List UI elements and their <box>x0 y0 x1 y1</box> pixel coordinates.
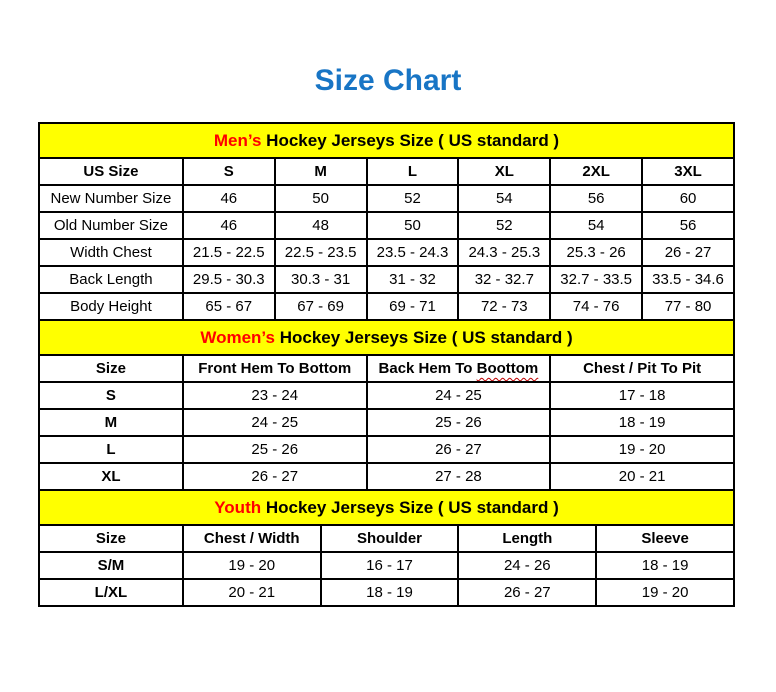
table-cell: 33.5 - 34.6 <box>642 266 734 293</box>
table-cell: 18 - 19 <box>321 579 459 606</box>
youth-banner-highlight: Youth <box>214 498 262 517</box>
column-header: 2XL <box>550 158 642 185</box>
womens-size-section <box>38 319 735 491</box>
table-cell: 32 - 32.7 <box>458 266 550 293</box>
womens-banner-highlight: Women’s <box>200 328 275 347</box>
table-cell: 17 - 18 <box>550 382 734 409</box>
table-row <box>39 212 734 239</box>
column-header: Chest / Pit To Pit <box>550 355 734 382</box>
mens-banner-title: Hockey Jerseys Size ( US standard ) <box>266 131 560 150</box>
youth-banner <box>38 489 735 526</box>
table-cell: 31 - 32 <box>367 266 459 293</box>
table-cell: 20 - 21 <box>183 579 321 606</box>
row-label: Back Length <box>39 266 183 293</box>
table-cell: 21.5 - 22.5 <box>183 239 275 266</box>
table-cell: 22.5 - 23.5 <box>275 239 367 266</box>
table-cell: 24 - 26 <box>458 552 596 579</box>
table-cell: 24 - 25 <box>367 382 551 409</box>
row-label: S/M <box>39 552 183 579</box>
table-row <box>39 552 734 579</box>
youth-size-table <box>38 524 735 607</box>
table-row <box>39 436 734 463</box>
mens-size-table <box>38 157 735 321</box>
table-cell: 24 - 25 <box>183 409 367 436</box>
table-cell: 67 - 69 <box>275 293 367 320</box>
table-cell: 56 <box>550 185 642 212</box>
row-label: Old Number Size <box>39 212 183 239</box>
column-header-text: Back Hem To <box>378 360 477 377</box>
table-cell: 60 <box>642 185 734 212</box>
mens-banner <box>38 122 735 159</box>
column-header: Size <box>39 355 183 382</box>
table-cell: 30.3 - 31 <box>275 266 367 293</box>
row-label: Width Chest <box>39 239 183 266</box>
table-cell: 16 - 17 <box>321 552 459 579</box>
table-cell: 52 <box>367 185 459 212</box>
header-row <box>39 355 734 382</box>
header-row <box>39 525 734 552</box>
table-row <box>39 185 734 212</box>
column-header: Front Hem To Bottom <box>183 355 367 382</box>
table-cell: 46 <box>183 212 275 239</box>
header-row <box>39 158 734 185</box>
row-label: M <box>39 409 183 436</box>
table-cell: 26 - 27 <box>642 239 734 266</box>
table-cell: 23.5 - 24.3 <box>367 239 459 266</box>
column-header: XL <box>458 158 550 185</box>
table-row <box>39 266 734 293</box>
womens-banner-title: Hockey Jerseys Size ( US standard ) <box>279 328 573 347</box>
column-header: Chest / Width <box>183 525 321 552</box>
table-cell: 20 - 21 <box>550 463 734 490</box>
row-label: S <box>39 382 183 409</box>
mens-size-section <box>38 122 735 321</box>
womens-size-table <box>38 354 735 491</box>
page-title: Size Chart <box>314 64 462 97</box>
table-row <box>39 409 734 436</box>
column-header: Sleeve <box>596 525 734 552</box>
table-row <box>39 382 734 409</box>
table-cell: 48 <box>275 212 367 239</box>
column-header: S <box>183 158 275 185</box>
table-cell: 26 - 27 <box>183 463 367 490</box>
table-cell: 29.5 - 30.3 <box>183 266 275 293</box>
table-cell: 24.3 - 25.3 <box>458 239 550 266</box>
youth-banner-title: Hockey Jerseys Size ( US standard ) <box>265 498 559 517</box>
table-cell: 32.7 - 33.5 <box>550 266 642 293</box>
womens-banner <box>38 319 735 356</box>
column-header: Size <box>39 525 183 552</box>
size-chart <box>38 122 735 607</box>
table-cell: 26 - 27 <box>367 436 551 463</box>
table-cell: 18 - 19 <box>550 409 734 436</box>
table-cell: 52 <box>458 212 550 239</box>
column-header: Shoulder <box>321 525 459 552</box>
table-cell: 19 - 20 <box>596 579 734 606</box>
table-cell: 25 - 26 <box>367 409 551 436</box>
table-cell: 65 - 67 <box>183 293 275 320</box>
column-header <box>367 355 551 382</box>
mens-banner-highlight: Men’s <box>213 131 262 150</box>
table-cell: 69 - 71 <box>367 293 459 320</box>
column-header: M <box>275 158 367 185</box>
row-label: New Number Size <box>39 185 183 212</box>
row-label: L <box>39 436 183 463</box>
table-cell: 25 - 26 <box>183 436 367 463</box>
table-cell: 23 - 24 <box>183 382 367 409</box>
youth-size-section <box>38 489 735 607</box>
table-cell: 50 <box>367 212 459 239</box>
table-cell: 19 - 20 <box>183 552 321 579</box>
row-label: L/XL <box>39 579 183 606</box>
table-cell: 72 - 73 <box>458 293 550 320</box>
column-header: US Size <box>39 158 183 185</box>
table-row <box>39 579 734 606</box>
column-header: 3XL <box>642 158 734 185</box>
table-row <box>39 293 734 320</box>
row-label: Body Height <box>39 293 183 320</box>
table-cell: 50 <box>275 185 367 212</box>
column-header: L <box>367 158 459 185</box>
table-row <box>39 463 734 490</box>
misspelled-word: Boottom <box>476 360 539 377</box>
table-cell: 19 - 20 <box>550 436 734 463</box>
table-cell: 54 <box>458 185 550 212</box>
table-cell: 18 - 19 <box>596 552 734 579</box>
table-cell: 25.3 - 26 <box>550 239 642 266</box>
table-cell: 77 - 80 <box>642 293 734 320</box>
table-cell: 74 - 76 <box>550 293 642 320</box>
table-cell: 54 <box>550 212 642 239</box>
table-row <box>39 239 734 266</box>
column-header: Length <box>458 525 596 552</box>
row-label: XL <box>39 463 183 490</box>
table-cell: 56 <box>642 212 734 239</box>
table-cell: 27 - 28 <box>367 463 551 490</box>
table-cell: 46 <box>183 185 275 212</box>
table-cell: 26 - 27 <box>458 579 596 606</box>
